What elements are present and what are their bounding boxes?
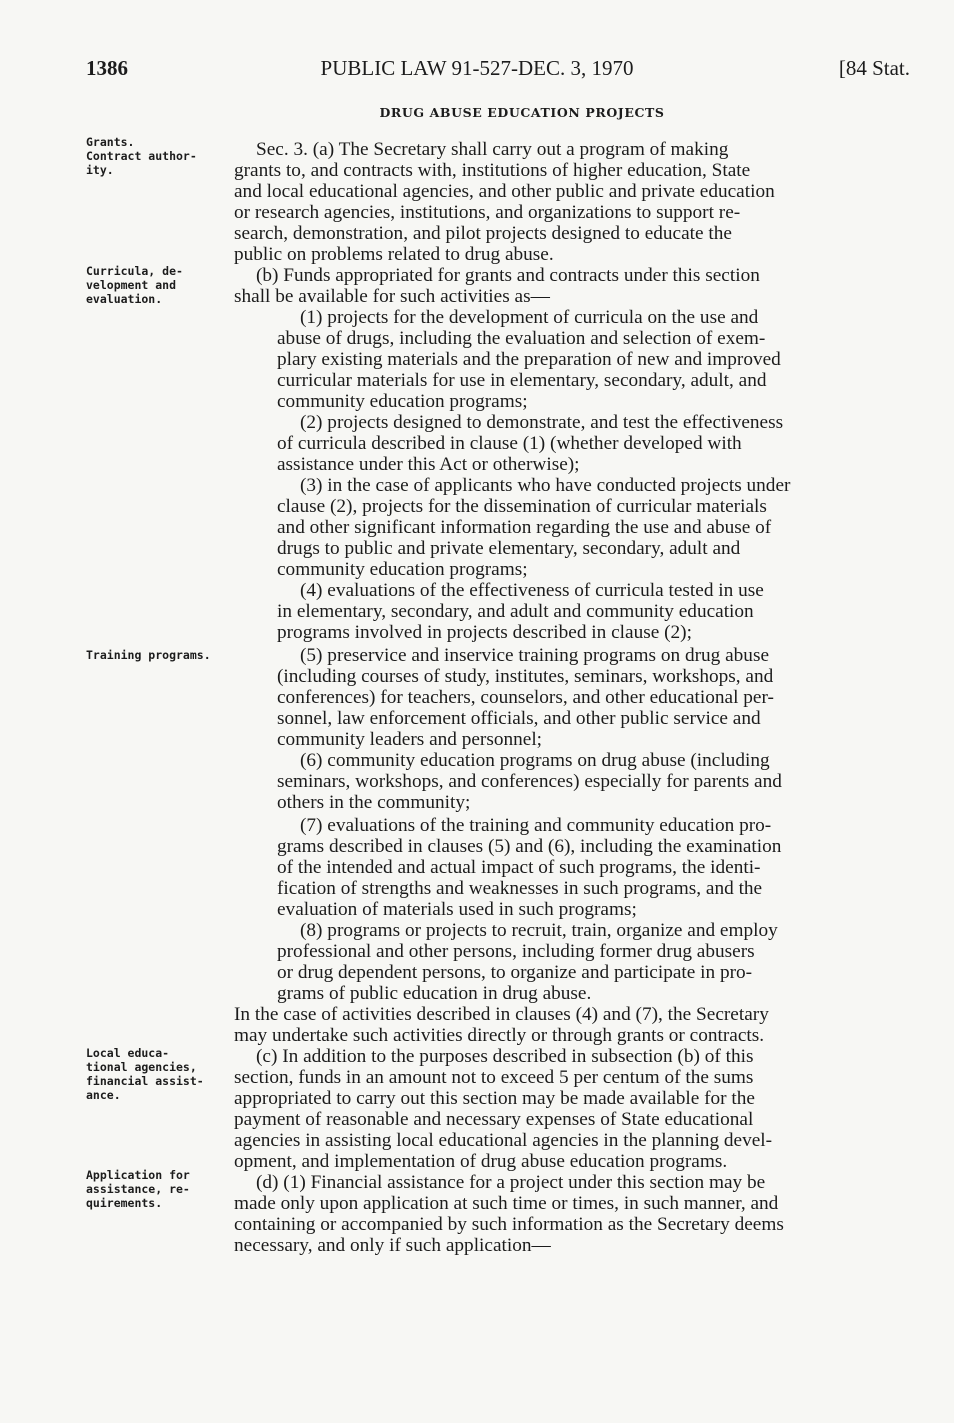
body-line: (6) community education programs on drug abuse (including — [300, 750, 770, 771]
margin-note-line: financial assist- — [86, 1074, 204, 1088]
body-line: plary existing materials and the preparation of new and improved — [277, 349, 781, 370]
body-line: grams of public education in drug abuse. — [277, 983, 592, 1004]
body-line: community leaders and personnel; — [277, 729, 543, 750]
body-line: containing or accompanied by such information as the Secretary deems — [234, 1214, 784, 1235]
body-line: appropriated to carry out this section may be made available for the — [234, 1088, 755, 1109]
body-line: (including courses of study, institutes, seminars, workshops, and — [277, 666, 774, 687]
body-line: and local educational agencies, and other public and private education — [234, 181, 775, 202]
body-line: assistance under this Act or otherwise); — [277, 454, 580, 475]
margin-note-line: assistance, re- — [86, 1182, 190, 1196]
body-line: In the case of activities described in clauses (4) and (7), the Secretary — [234, 1004, 769, 1025]
body-line: (8) programs or projects to recruit, train, organize and employ — [300, 920, 778, 941]
body-line: of the intended and actual impact of such programs, the identi- — [277, 857, 761, 878]
body-line: may undertake such activities directly or through grants or contracts. — [234, 1025, 765, 1046]
body-line: in elementary, secondary, and adult and community education — [277, 601, 754, 622]
body-line: (4) evaluations of the effectiveness of curricula tested in use — [300, 580, 764, 601]
body-line: made only upon application at such time or times, in such manner, and — [234, 1193, 779, 1214]
body-line: grams described in clauses (5) and (6), including the examination — [277, 836, 782, 857]
margin-note-line: Application for — [86, 1168, 190, 1182]
page-header — [0, 56, 954, 90]
body-line: (7) evaluations of the training and community education pro- — [300, 815, 772, 836]
body-line: search, demonstration, and pilot projects designed to educate the — [234, 223, 732, 244]
body-line: fication of strengths and weaknesses in such programs, and the — [277, 878, 763, 899]
body-line: (3) in the case of applicants who have conducted projects under — [300, 475, 791, 496]
body-line: programs involved in projects described in clause (2); — [277, 622, 692, 643]
body-line: Sec. 3. (a) The Secretary shall carry out a program of making — [256, 139, 729, 160]
body-line: agencies in assisting local educational agencies in the planning devel- — [234, 1130, 773, 1151]
body-line: section, funds in an amount not to exceed 5 per centum of the sums — [234, 1067, 754, 1088]
body-line: (d) (1) Financial assistance for a project under this section may be — [256, 1172, 766, 1193]
margin-note-line: Training programs. — [86, 648, 211, 662]
margin-note-local-agencies — [86, 1046, 236, 1102]
body-line: curricular materials for use in elementary, secondary, adult, and — [277, 370, 767, 391]
body-line: sonnel, law enforcement officials, and other public service and — [277, 708, 761, 729]
body-line: (2) projects designed to demonstrate, and test the effectiveness — [300, 412, 784, 433]
body-line: (c) In addition to the purposes described in subsection (b) of this — [256, 1046, 754, 1067]
body-line: public on problems related to drug abuse. — [234, 244, 554, 265]
margin-note-line: Grants. — [86, 135, 135, 149]
margin-note-line: Contract author- — [86, 149, 197, 163]
margin-note-curricula — [86, 264, 236, 306]
margin-note-application — [86, 1168, 236, 1210]
margin-note-line: velopment and — [86, 278, 177, 292]
margin-note-line: Curricula, de- — [86, 264, 183, 278]
body-line: clause (2), projects for the dissemination of curricular materials — [277, 496, 767, 517]
body-line: or research agencies, institutions, and organizations to support re- — [234, 202, 741, 223]
body-line: seminars, workshops, and conferences) especially for parents and — [277, 771, 782, 792]
law-title: PUBLIC LAW 91-527-DEC. 3, 1970 — [320, 56, 634, 80]
body-line: payment of reasonable and necessary expenses of State educational — [234, 1109, 754, 1130]
body-line: (5) preservice and inservice training programs on drug abuse — [300, 645, 770, 666]
body-line: and other significant information regarding the use and abuse of — [277, 517, 772, 538]
body-line: evaluation of materials used in such programs; — [277, 899, 637, 920]
margin-note-line: tional agencies, — [86, 1060, 197, 1074]
body-line: (1) projects for the development of curricula on the use and — [300, 307, 759, 328]
body-line: or drug dependent persons, to organize and participate in pro- — [277, 962, 753, 983]
body-line: others in the community; — [277, 792, 471, 813]
body-line: conferences) for teachers, counselors, and other educational per- — [277, 687, 774, 708]
margin-note-line: quirements. — [86, 1196, 163, 1210]
body-line: community education programs; — [277, 391, 528, 412]
body-line: opment, and implementation of drug abuse education programs. — [234, 1151, 728, 1172]
margin-note-line: evaluation. — [86, 292, 163, 306]
body-line: abuse of drugs, including the evaluation and selection of exem- — [277, 328, 766, 349]
body-line: necessary, and only if such application— — [234, 1235, 551, 1256]
margin-note-line: ance. — [86, 1088, 121, 1102]
page-number: 1386 — [86, 56, 128, 80]
margin-note-line: Local educa- — [86, 1046, 170, 1060]
body-line: professional and other persons, including former drug abusers — [277, 941, 755, 962]
statute-reference: [84 Stat. — [838, 56, 910, 80]
body-line: community education programs; — [277, 559, 528, 580]
section-heading: DRUG ABUSE EDUCATION PROJECTS — [379, 105, 665, 120]
body-line: (b) Funds appropriated for grants and contracts under this section — [256, 265, 760, 286]
body-line: grants to, and contracts with, institutions of higher education, State — [234, 160, 751, 181]
body-line: of curricula described in clause (1) (whether developed with — [277, 433, 742, 454]
margin-note-grants — [86, 135, 236, 177]
body-line: shall be available for such activities as— — [234, 286, 550, 307]
margin-note-training — [86, 648, 236, 662]
body-line: drugs to public and private elementary, secondary, adult and — [277, 538, 741, 559]
margin-note-line: ity. — [86, 163, 114, 177]
